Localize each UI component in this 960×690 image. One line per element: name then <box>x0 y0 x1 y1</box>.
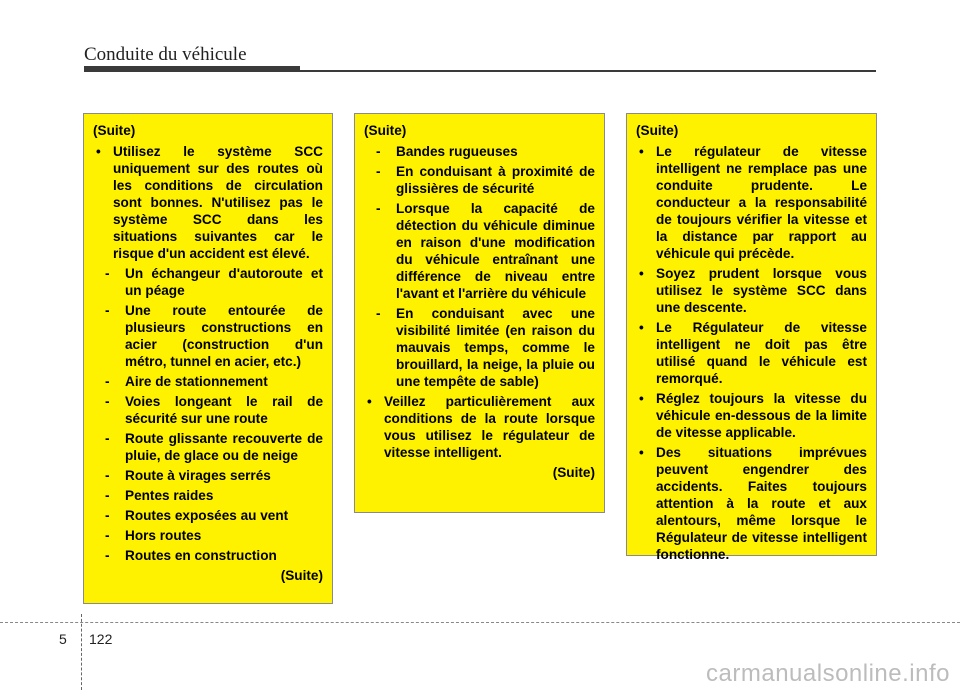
dash-item <box>93 302 323 370</box>
dash-text: Une route entourée de plusieurs constructions en acier (construction d'un métro, tunnel en acier, etc.) <box>125 303 323 369</box>
footer-rule <box>0 622 960 624</box>
dash-item <box>364 200 595 302</box>
dash-icon: - <box>376 306 381 321</box>
continued-label: (Suite) <box>280 568 323 583</box>
bullet-item <box>364 393 595 461</box>
dash-item <box>93 467 323 484</box>
warning-box-3 <box>626 113 877 562</box>
continued-label: (Suite) <box>364 123 407 138</box>
bullet-item <box>636 444 867 563</box>
section-title: Conduite du véhicule <box>84 44 247 65</box>
dash-text: Lorsque la capacité de détection du véhicule diminue en raison d'une modification du véhicule entraînant une différence de niveau entre l'avant et l'arrière du véhicule <box>396 201 595 301</box>
dash-icon: - <box>376 201 381 216</box>
dash-icon: - <box>105 266 110 281</box>
dash-text: Routes exposées au vent <box>125 508 289 523</box>
dash-item <box>93 547 323 564</box>
dash-item <box>93 430 323 464</box>
watermark: carmanualsonline.info <box>706 660 950 687</box>
dash-text: Bandes rugueuses <box>396 144 518 159</box>
dash-item <box>93 393 323 427</box>
dash-text: Pentes raides <box>125 488 214 503</box>
header-rule-thick <box>84 66 300 72</box>
page-number: 122 <box>89 631 113 647</box>
dash-item <box>364 143 595 160</box>
dash-icon: - <box>105 374 110 389</box>
dash-text: Voies longeant le rail de sécurité sur une route <box>125 394 323 426</box>
dash-item <box>93 507 323 524</box>
dash-icon: - <box>105 303 110 318</box>
bullet-icon: • <box>639 445 644 460</box>
bullet-text: Utilisez le système SCC uniquement sur des routes où les conditions de circulation sont bonnes. N'utilisez pas le système SCC dans les situations suivantes car le risque d'un accident est élevé. <box>113 144 323 261</box>
continued-label: (Suite) <box>636 123 679 138</box>
dash-item <box>93 487 323 504</box>
bullet-icon: • <box>96 144 101 159</box>
dash-text: Route à virages serrés <box>125 468 271 483</box>
dash-text: Un échangeur d'autoroute et un péage <box>125 266 323 298</box>
bullet-text: Des situations imprévues peuvent engendrer des accidents. Faites toujours attention à la route et aux alentours, même lorsque le Régulateur de vitesse intelligent fonctionne. <box>656 445 867 562</box>
dash-text: Route glissante recouverte de pluie, de glace ou de neige <box>125 431 323 463</box>
bullet-item <box>636 265 867 316</box>
bullet-icon: • <box>639 320 644 335</box>
bullet-text: Réglez toujours la vitesse du véhicule en-dessous de la limite de vitesse applicable. <box>656 391 867 440</box>
header-rule-thin <box>300 70 876 72</box>
chapter-number: 5 <box>59 631 67 647</box>
continued-label: (Suite) <box>552 465 595 480</box>
dash-icon: - <box>376 144 381 159</box>
bullet-item <box>636 390 867 441</box>
bullet-text: Veillez particulièrement aux conditions de la route lorsque vous utilisez le régulateur de vitesse intelligent. <box>384 394 595 460</box>
bullet-item <box>636 319 867 387</box>
continued-label: (Suite) <box>93 123 136 138</box>
dash-item <box>93 373 323 390</box>
bullet-icon: • <box>639 391 644 406</box>
bullet-item <box>636 143 867 262</box>
dash-text: Routes en construction <box>125 548 277 563</box>
warning-box-2 <box>354 113 605 513</box>
dash-icon: - <box>105 548 110 563</box>
dash-item <box>364 305 595 390</box>
bullet-text: Le Régulateur de vitesse intelligent ne doit pas être utilisé quand le véhicule est remorqué. <box>656 320 867 386</box>
bullet-item <box>93 143 323 262</box>
dash-text: Aire de stationnement <box>125 374 268 389</box>
bullet-icon: • <box>367 394 372 409</box>
bullet-icon: • <box>639 266 644 281</box>
dash-icon: - <box>105 528 110 543</box>
dash-text: En conduisant à proximité de glissières de sécurité <box>396 164 595 196</box>
footer-divider <box>81 614 83 690</box>
warning-box-1 <box>83 113 333 604</box>
dash-icon: - <box>105 488 110 503</box>
dash-icon: - <box>105 468 110 483</box>
dash-item <box>364 163 595 197</box>
dash-text: Hors routes <box>125 528 202 543</box>
dash-item <box>93 527 323 544</box>
dash-icon: - <box>376 164 381 179</box>
dash-text: En conduisant avec une visibilité limitée (en raison du mauvais temps, comme le brouillard, la neige, la pluie ou une tempête de sable) <box>396 306 595 389</box>
bullet-text: Soyez prudent lorsque vous utilisez le système SCC dans une descente. <box>656 266 867 315</box>
bullet-text: Le régulateur de vitesse intelligent ne remplace pas une conduite prudente. Le conducteur a la responsabilité de toujours vérifier la vitesse et la distance par rapport au véhicule qui précède. <box>656 144 867 261</box>
dash-icon: - <box>105 394 110 409</box>
dash-icon: - <box>105 508 110 523</box>
bullet-icon: • <box>639 144 644 159</box>
dash-icon: - <box>105 431 110 446</box>
dash-item <box>93 265 323 299</box>
